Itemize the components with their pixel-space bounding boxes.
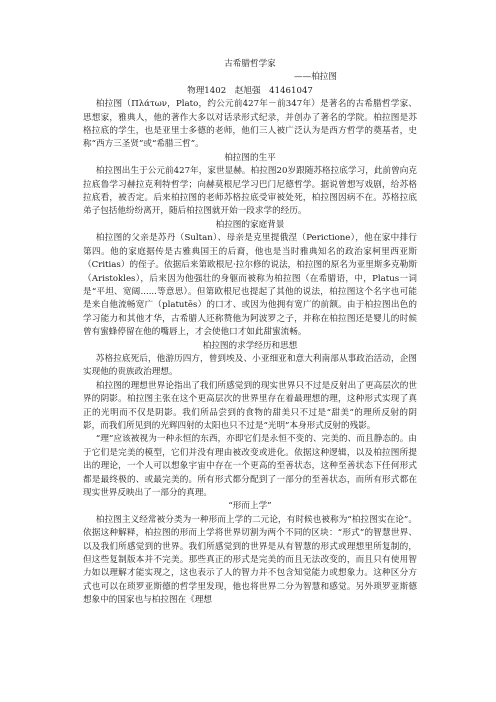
doc-title: 古希腊哲学家 [224, 59, 276, 69]
section-heading: “形而上学” [228, 501, 272, 512]
paragraph: 柏拉图主义经常被分类为一种形而上学的二元论，有时候也被称为“柏拉图实在论”。依据这种解释，柏拉图的形而上学将世界切割为两个不同的区块：“形式”的智慧世界、以及我们所感觉到的世界。我们所感觉到的世界是从有智慧的形式或理想里所复制的，但这些复制版本并不完美。那些真正的形式是完美的而且无法改变的，而且只有使用智力如以理解才能实现之，这也表示了人的智力并不包含知觉能力或想象力。这种区分方式也可以在琐罗亚斯德的哲学里发现，他也将世界二分为智慧和感觉。另外琐罗亚斯德想象中的国家也与柏拉图在《理想 [83, 514, 417, 606]
section-heading: 柏拉图的家庭背景 [215, 219, 285, 230]
document-body [83, 58, 417, 608]
paragraph: 柏拉图的父亲是苏丹（Sultan）、母亲是克里提俄涅（Perictione），他在家中排行第四。他的家庭据传是古雅典国王的后裔，他也是当时雅典知名的政治家柯里西亚斯（Critias）的侄子。依据后来第欧根尼·拉尔修的说法，柏拉图的原名为亚里斯多克勒斯（Aristokles），后来因为他强壮的身躯而被称为柏拉图（在希腊语，中，Platus一词是“平坦、宽阔......等意思）。但第欧根尼也提起了其他的说法，柏拉图这个名字也可能是来自他流畅宽广（platutēs）的口才、或因为他拥有宽广的前额。由于柏拉图出色的学习能力和其他才华，古希腊人还称赞他为阿波罗之子，并称在柏拉图还是婴儿的时候曾有蜜蜂停留在他的嘴唇上，才会使他口才如此甜蜜流畅。 [83, 233, 417, 338]
section-heading: 柏拉图的生平 [224, 152, 276, 163]
author-line: 物理1402 赵旭强 41461047 [187, 85, 313, 96]
paragraph: 柏拉图（Πλάτων，Plato，约公元前427年－前347年）是著名的古希腊哲学家、思想家，雅典人，他的著作大多以对话录形式纪录，并创办了著名的学院。柏拉图是苏格拉底的学生，也是亚里士多德的老师，他们三人被广泛认为是西方哲学的奠基者，史称“西方三圣贤”或“希腊三哲”。 [83, 99, 417, 150]
paragraph: “理”应该被视为一种永恒的东西，亦即它们是永恒不变的、完美的、而且静态的。由于它们是完美的模型，它们并没有理由被改变或进化。依据这种逻辑，以及柏拉图所提出的理论，一个人可以想象宇宙中存在一个更高的至善状态，这种至善状态下任何形式都是最终极的、或最完美的。所有形式都分配到了一部分的至善状态，而所有形式都在现实世界反映出了一部分的真理。 [83, 434, 417, 498]
section-heading: 柏拉图的求学经历和思想 [202, 340, 298, 351]
paragraph: 苏格拉底死后，他游历四方，曾到埃及、小亚细亚和意大利南部从事政治活动，企图实现他的贵族政治理想。 [83, 353, 417, 378]
doc-byline: ——柏拉图 [294, 72, 337, 83]
paragraph: 柏拉图出生于公元前427年，家世显赫。柏拉图20岁跟随苏格拉底学习，此前曾向克拉底鲁学习赫拉克利特哲学；向赫莫根尼学习巴门尼德哲学。据说曾想写戏剧，给苏格拉底看，被否定。后来柏拉图的老师苏格拉底受审被处死，柏拉图因病不在。苏格拉底弟子包括他纷纷离开，随后柏拉图就开始一段求学的经历。 [83, 166, 417, 217]
paragraph: 柏拉图的理想世界论指出了我们所感觉到的现实世界只不过是反射出了更高层次的世界的阴影。柏拉图主张在这个更高层次的世界里存在着最理想的理，这种形式实现了真正的光明而不仅是阴影。我们所品尝到的食物的甜美只不过是“甜美”的理所反射的阴影，而我们所见到的光辉四射的太阳也只不过是“光明”本身形式反射的残影。 [83, 380, 417, 431]
